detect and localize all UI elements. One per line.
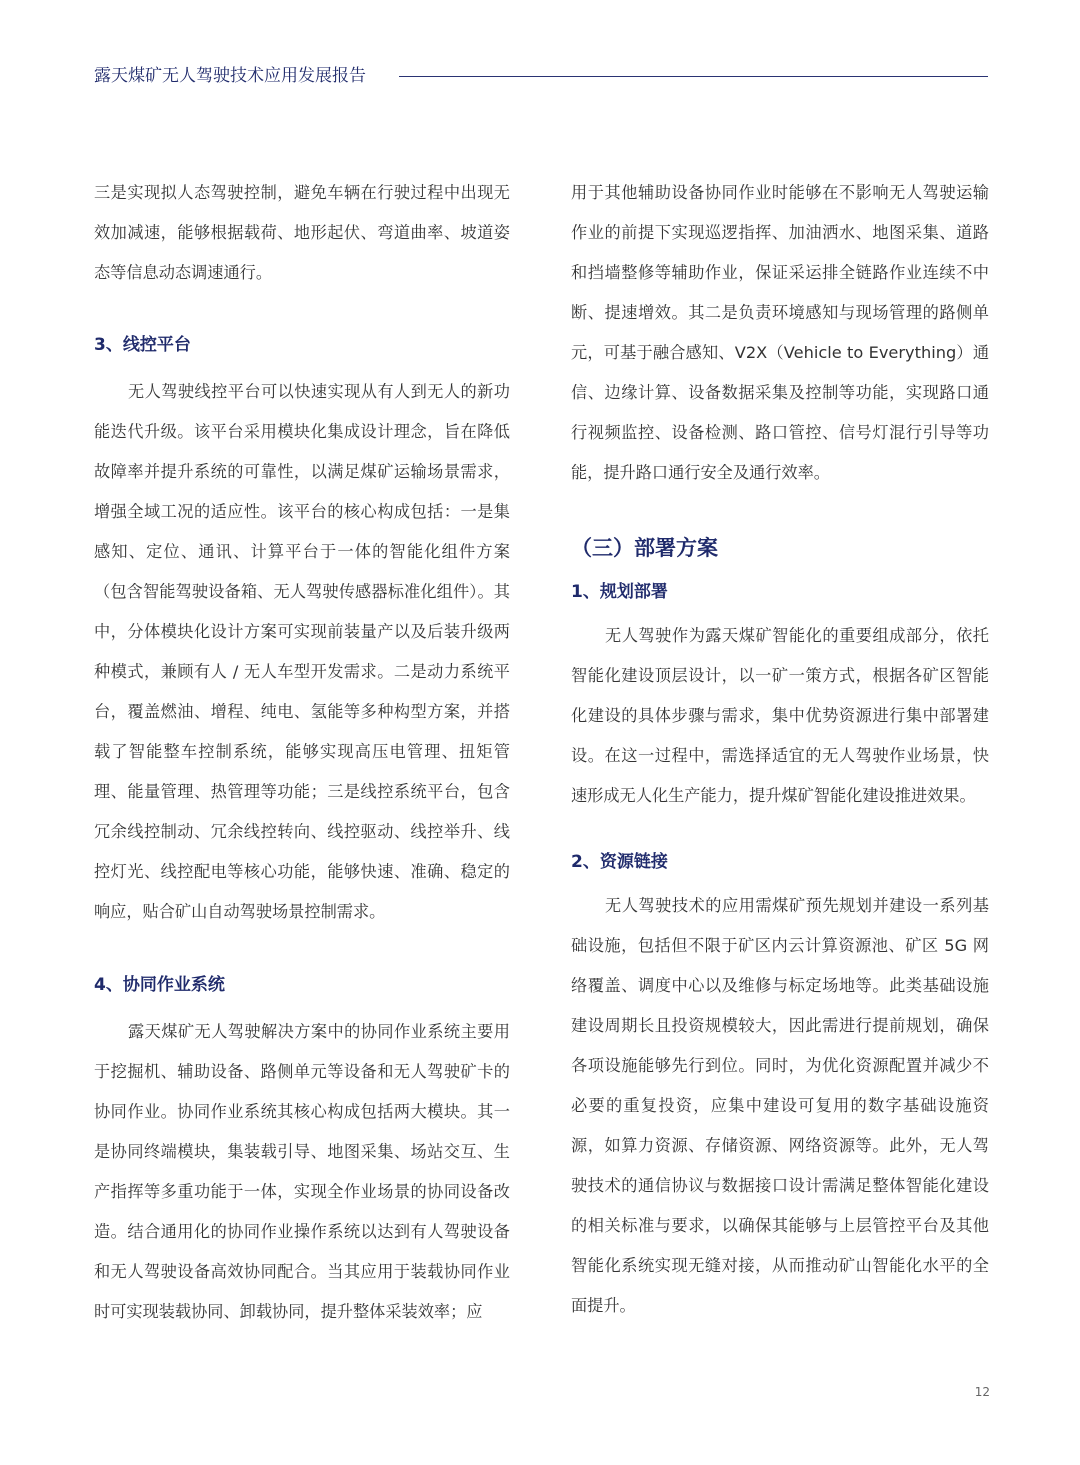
section-heading-wire-control-platform: 3、线控平台 <box>94 335 191 355</box>
section-heading-resource-link: 2、资源链接 <box>571 852 668 872</box>
report-title: 露天煤矿无人驾驶技术应用发展报告 <box>94 66 366 86</box>
intro-paragraph: 三是实现拟人态驾驶控制，避免车辆在行驶过程中出现无效加减速，能够根据载荷、地形起伏、弯道曲率、坡道姿态等信息动态调速通行。 <box>94 183 510 282</box>
page-header <box>94 63 988 89</box>
right-column <box>571 173 989 1326</box>
section-heading-collaborative-system: 4、协同作业系统 <box>94 975 225 995</box>
wire-control-platform-paragraph: 无人驾驶线控平台可以快速实现从有人到无人的新功能迭代升级。该平台采用模块化集成设计理念，旨在降低故障率并提升系统的可靠性，以满足煤矿运输场景需求，增强全域工况的适应性。该平台的核心构成包括：一是集感知、定位、通讯、计算平台于一体的智能化组件方案（包含智能驾驶设备箱、无人驾驶传感器标准化组件）。其中，分体模块化设计方案可实现前装量产以及后装升级两种模式，兼顾有人 / 无人车型开发需求。二是动力系统平台，覆盖燃油、增程、纯电、氢能等多种构型方案，并搭载了智能整车控制系统，能够实现高压电管理、扭矩管理、能量管理、热管理等功能；三是线控系统平台，包含冗余线控制动、冗余线控转向、线控驱动、线控举升、线控灯光、线控配电等核心功能，能够快速、准确、稳定的响应，贴合矿山自动驾驶场景控制需求。 <box>94 382 510 921</box>
header-rule <box>399 76 988 77</box>
collaborative-system-paragraph: 露天煤矿无人驾驶解决方案中的协同作业系统主要用于挖掘机、辅助设备、路侧单元等设备和无人驾驶矿卡的协同作业。协同作业系统其核心构成包括两大模块。其一是协同终端模块，集装载引导、地图采集、场站交互、生产指挥等多重功能于一体，实现全作业场景的协同设备改造。结合通用化的协同作业操作系统以达到有人驾驶设备和无人驾驶设备高效协同配合。当其应用于装载协同作业时可实现装载协同、卸载协同，提升整体采装效率；应 <box>94 1022 510 1321</box>
resource-link-paragraph: 无人驾驶技术的应用需煤矿预先规划并建设一系列基础设施，包括但不限于矿区内云计算资源池、矿区 5G 网络覆盖、调度中心以及维修与标定场地等。此类基础设施建设周期长且投资规模较大，因此需进行提前规划，确保各项设施能够先行到位。同时，为优化资源配置并减少不必要的重复投资，应集中建设可复用的数字基础设施资源，如算力资源、存储资源、网络资源等。此外，无人驾驶技术的通信协议与数据接口设计需满足整体智能化建设的相关标准与要求，以确保其能够与上层管控平台及其他智能化系统实现无缝对接，从而推动矿山智能化水平的全面提升。 <box>571 896 989 1315</box>
page-number: 12 <box>974 1385 990 1399</box>
planning-paragraph: 无人驾驶作为露天煤矿智能化的重要组成部分，依托智能化建设顶层设计，以一矿一策方式，根据各矿区智能化建设的具体步骤与需求，集中优势资源进行集中部署建设。在这一过程中，需选择适宜的无人驾驶作业场景，快速形成无人化生产能力，提升煤矿智能化建设推进效果。 <box>571 626 989 805</box>
continuation-paragraph: 用于其他辅助设备协同作业时能够在不影响无人驾驶运输作业的前提下实现巡逻指挥、加油洒水、地图采集、道路和挡墙整修等辅助作业，保证采运排全链路作业连续不中断、提速增效。其二是负责环境感知与现场管理的路侧单元，可基于融合感知、V2X（Vehicle to Everything）通信、边缘计算、设备数据采集及控制等功能，实现路口通行视频监控、设备检测、路口管控、信号灯混行引导等功能，提升路口通行安全及通行效率。 <box>571 183 989 482</box>
left-column <box>94 173 510 1332</box>
part-heading-deployment: （三）部署方案 <box>571 536 718 560</box>
section-heading-planning: 1、规划部署 <box>571 582 668 602</box>
